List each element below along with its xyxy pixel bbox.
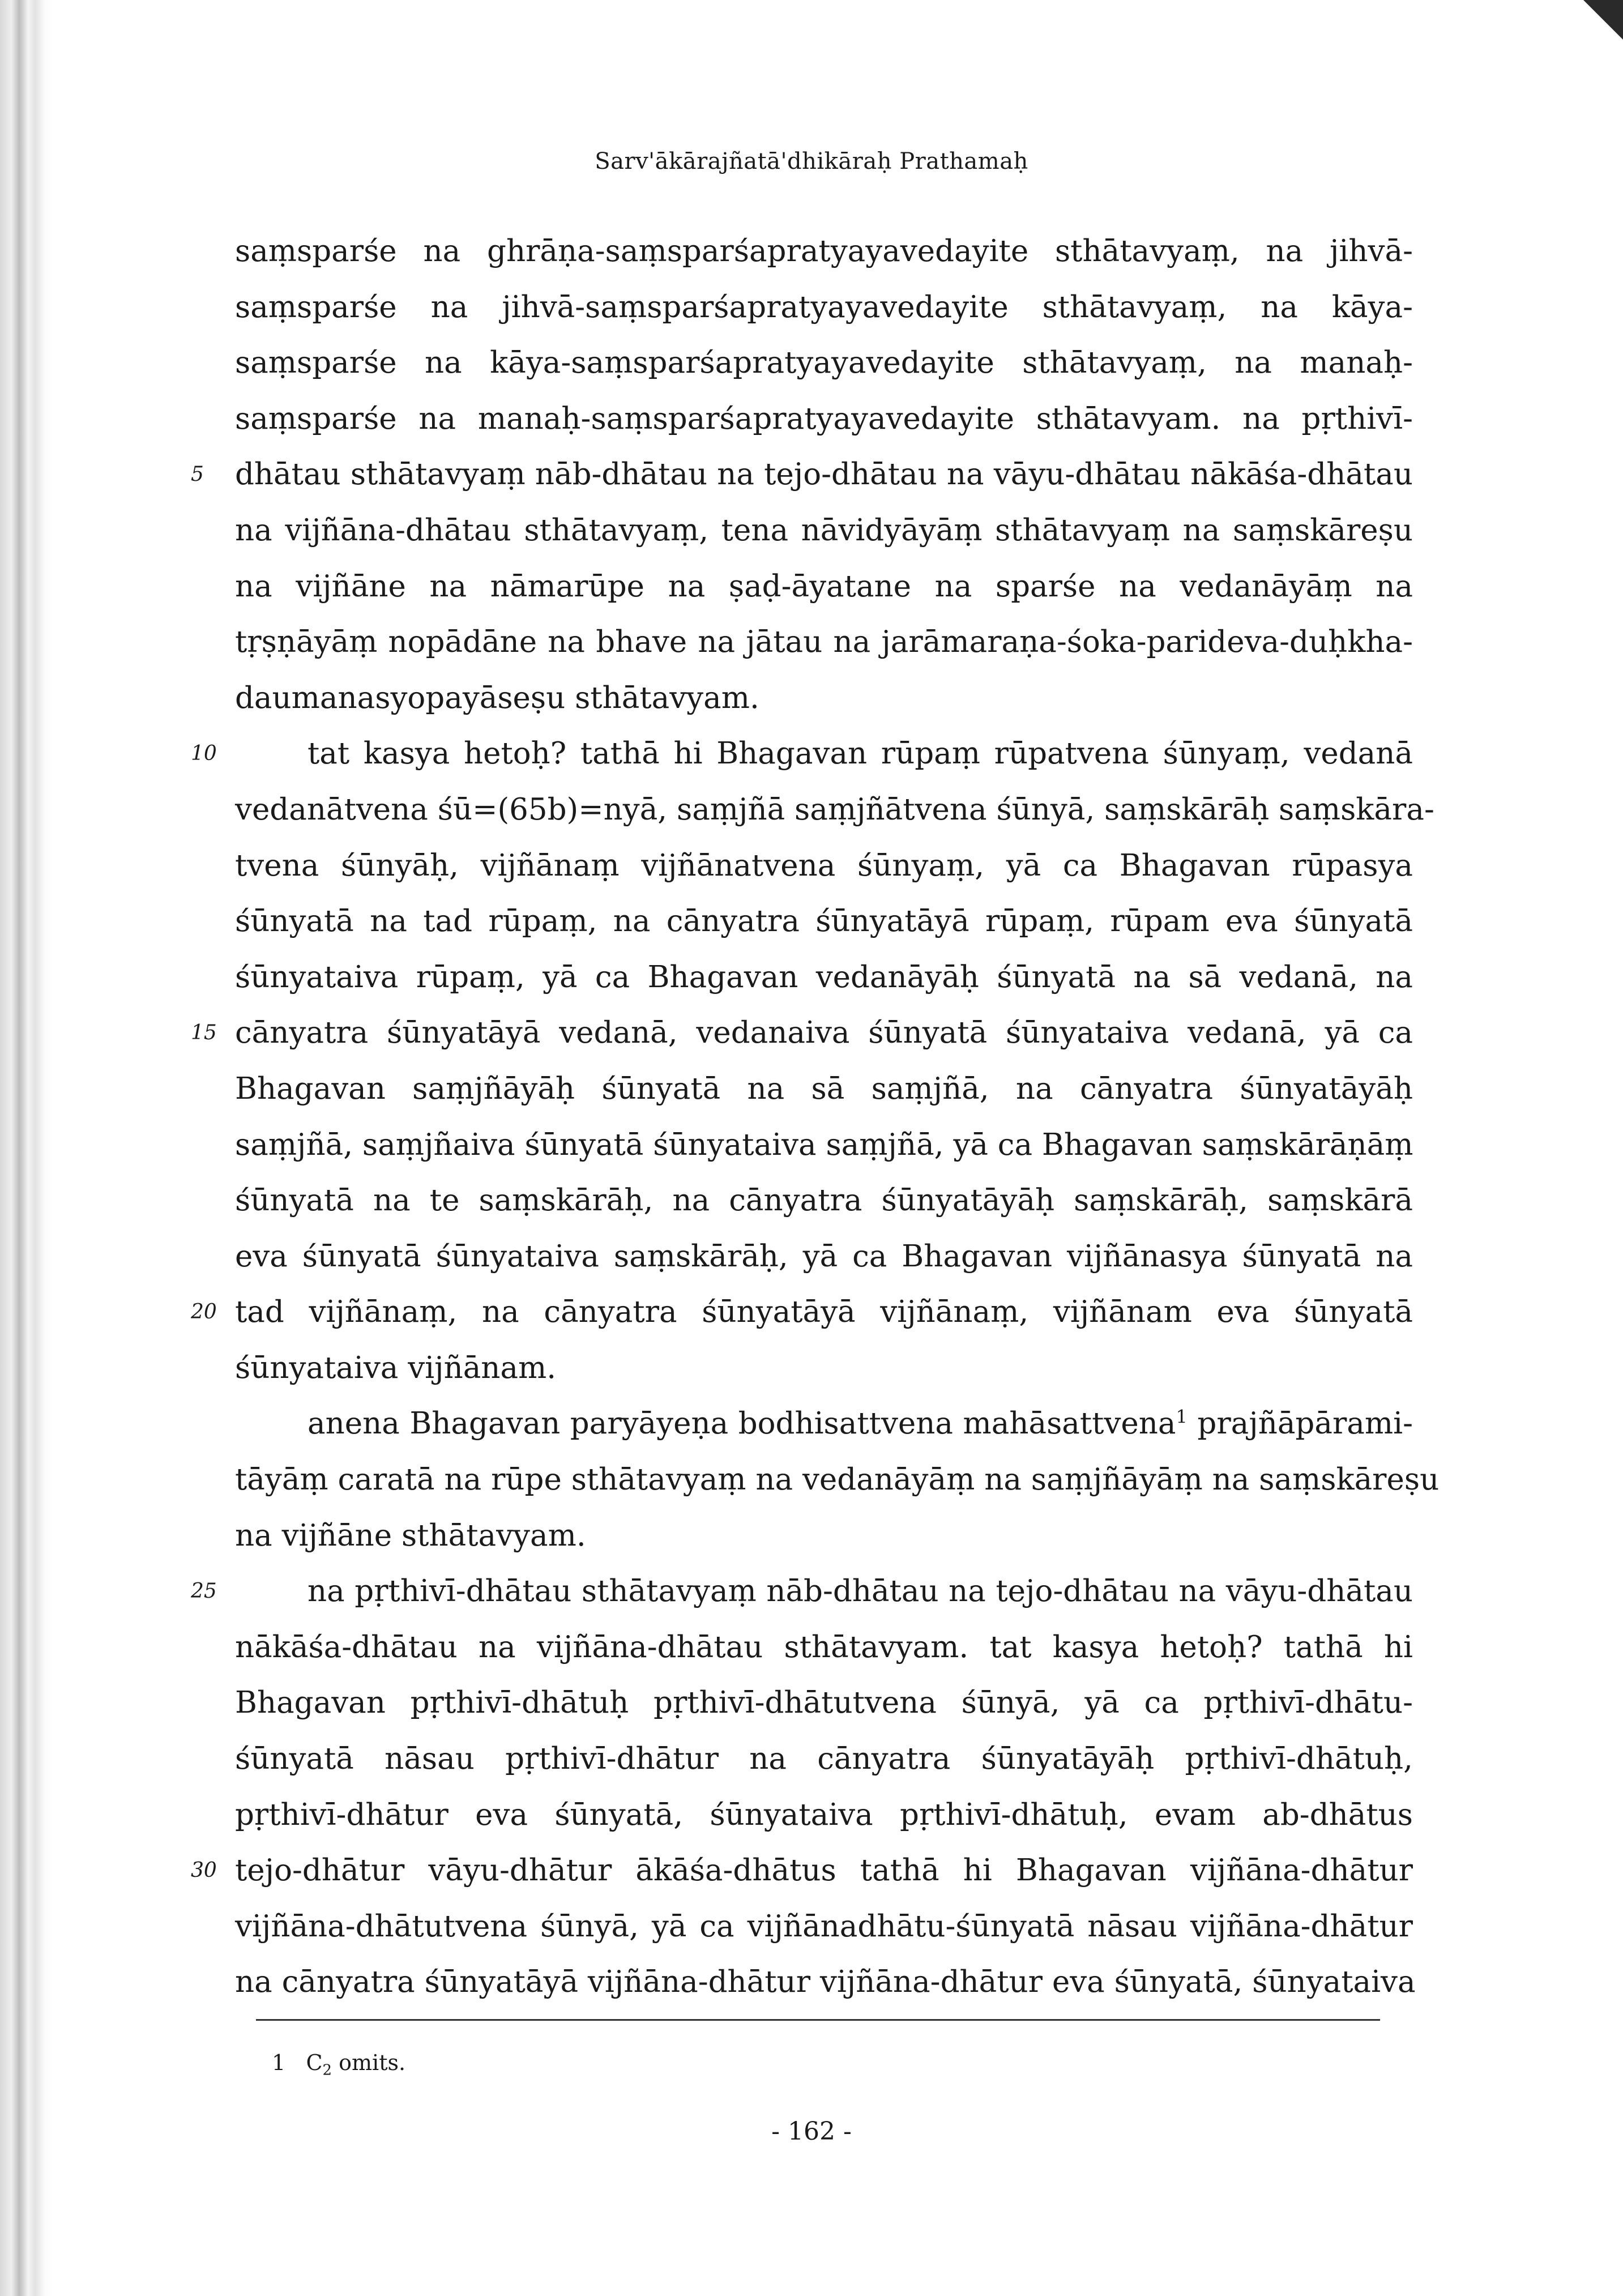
line-text: na pṛthivī-dhātau sthātavyaṃ nāb-dhātau na tejo-dhātau na vāyu-dhātau	[307, 1574, 1413, 1609]
line-text: tāyāṃ caratā na rūpe sthātavyaṃ na vedanāyāṃ na saṃjñāyāṃ na saṃskāreṣu	[235, 1462, 1440, 1497]
line-text: na vijñāne na nāmarūpe na ṣaḍ-āyatane na sparśe na vedanāyāṃ na	[235, 569, 1413, 604]
line-text: śūnyatā na tad rūpaṃ, na cānyatra śūnyatāyā rūpaṃ, rūpam eva śūnyatā	[235, 904, 1413, 939]
text-line	[235, 1508, 1413, 1564]
text-line	[235, 1341, 1413, 1397]
footnote-subscript: 2	[322, 2062, 332, 2079]
running-head: Sarv'ākārajñatā'dhikāraḥ Prathamaḥ	[595, 148, 1028, 174]
text-line	[235, 224, 1413, 280]
text-line	[235, 1731, 1413, 1787]
line-number: 15	[191, 1021, 217, 1045]
text-line	[235, 1117, 1413, 1173]
text-line	[235, 559, 1413, 615]
text-line	[235, 950, 1413, 1006]
text-line	[235, 838, 1413, 894]
text-line	[235, 1954, 1416, 2011]
text-line	[235, 391, 1413, 447]
line-text: na cānyatra śūnyatāyā vijñāna-dhātur vijñāna-dhātur eva śūnyatā, śūnyataiva	[235, 1965, 1416, 2000]
page-number: - 162 -	[771, 2117, 852, 2146]
line-text: daumanasyopayāseṣu sthātavyam.	[235, 680, 759, 715]
footnote-rule	[256, 2019, 1380, 2021]
footnote-text: omits.	[332, 2050, 406, 2075]
text-line	[191, 1564, 1413, 1620]
line-text: eva śūnyatā śūnyataiva saṃskārāḥ, yā ca Bhagavan vijñānasya śūnyatā na	[235, 1239, 1413, 1274]
line-text: na vijñāna-dhātau sthātavyaṃ, tena nāvidyāyāṃ sthātavyaṃ na saṃskāreṣu	[235, 513, 1413, 548]
footnote-reference: 1	[1176, 1406, 1188, 1428]
line-number: 30	[191, 1859, 217, 1883]
text-line	[235, 503, 1413, 559]
line-text: tvena śūnyāḥ, vijñānaṃ vijñānatvena śūnyaṃ, yā ca Bhagavan rūpasya	[235, 848, 1413, 883]
text-line	[235, 782, 1434, 838]
line-text: cānyatra śūnyatāyā vedanā, vedanaiva śūnyatā śūnyataiva vedanā, yā ca	[235, 1015, 1413, 1051]
line-text: śūnyatā nāsau pṛthivī-dhātur na cānyatra śūnyatāyāḥ pṛthivī-dhātuḥ,	[235, 1742, 1413, 1777]
line-text: vedanātvena śū=(65b)=nyā, saṃjñā saṃjñātvena śūnyā, saṃskārāḥ saṃskāra-	[235, 792, 1434, 827]
text-line	[235, 1396, 1413, 1452]
line-text: na vijñāne sthātavyam.	[235, 1518, 586, 1553]
text-line	[235, 1061, 1413, 1117]
line-text: śūnyataiva vijñānam.	[235, 1350, 557, 1385]
line-text: nākāśa-dhātau na vijñāna-dhātau sthātavyam. tat kasya hetoḥ? tathā hi	[235, 1629, 1413, 1665]
line-text: Bhagavan pṛthivī-dhātuḥ pṛthivī-dhātutvena śūnyā, yā ca pṛthivī-dhātu-	[235, 1685, 1413, 1721]
line-text: dhātau sthātavyaṃ nāb-dhātau na tejo-dhātau na vāyu-dhātau nākāśa-dhātau	[235, 457, 1413, 492]
text-line	[235, 1452, 1440, 1508]
line-text: saṃsparśe na manaḥ-saṃsparśapratyayavedayite sthātavyam. na pṛthivī-	[235, 401, 1413, 436]
line-number: 5	[191, 463, 204, 486]
scan-corner-mark	[1583, 0, 1623, 40]
text-line	[235, 1675, 1413, 1731]
line-text: prajñāpārami-	[1187, 1406, 1413, 1441]
line-text: tad vijñānaṃ, na cānyatra śūnyatāyā vijñānaṃ, vijñānam eva śūnyatā	[235, 1295, 1413, 1330]
text-line	[235, 1229, 1413, 1285]
text-line	[191, 726, 1413, 782]
line-text: tejo-dhātur vāyu-dhātur ākāśa-dhātus tathā hi Bhagavan vijñāna-dhātur	[235, 1853, 1413, 1888]
text-line	[191, 1284, 1413, 1341]
line-number: 20	[191, 1300, 217, 1324]
text-line	[235, 280, 1413, 336]
line-text: pṛthivī-dhātur eva śūnyatā, śūnyataiva pṛthivī-dhātuḥ, evam ab-dhātus	[235, 1797, 1413, 1832]
line-text: saṃsparśe na jihvā-saṃsparśapratyayavedayite sthātavyaṃ, na kāya-	[235, 289, 1413, 325]
line-text: tṛṣṇāyāṃ nopādāne na bhave na jātau na jarāmaraṇa-śoka-parideva-duḥkha-	[235, 625, 1413, 660]
text-line	[191, 1005, 1413, 1061]
line-text: vijñāna-dhātutvena śūnyā, yā ca vijñānadhātu-śūnyatā nāsau vijñāna-dhātur	[235, 1909, 1413, 1944]
footnote	[272, 2050, 406, 2079]
text-line	[235, 671, 1413, 727]
line-number: 10	[191, 742, 217, 766]
line-text: saṃsparśe na kāya-saṃsparśapratyayavedayite sthātavyaṃ, na manaḥ-	[235, 345, 1413, 381]
line-text: saṃjñā, saṃjñaiva śūnyatā śūnyataiva saṃjñā, yā ca Bhagavan saṃskārāṇāṃ	[235, 1127, 1413, 1162]
footnote-text: C	[306, 2050, 323, 2075]
footnote-number: 1	[272, 2050, 286, 2075]
text-line	[191, 447, 1413, 503]
line-text: anena Bhagavan paryāyeṇa bodhisattvena mahāsattvena	[307, 1406, 1176, 1441]
text-line	[235, 614, 1413, 671]
text-line	[191, 1843, 1413, 1899]
text-line	[235, 335, 1413, 391]
text-line	[235, 1899, 1413, 1955]
text-line	[235, 1173, 1413, 1229]
scan-binding-shadow	[0, 0, 52, 2296]
text-line	[235, 894, 1413, 950]
text-line	[235, 1620, 1413, 1676]
line-text: tat kasya hetoḥ? tathā hi Bhagavan rūpaṃ rūpatvena śūnyaṃ, vedanā	[307, 736, 1413, 771]
line-text: Bhagavan saṃjñāyāḥ śūnyatā na sā saṃjñā, na cānyatra śūnyatāyāḥ	[235, 1071, 1413, 1106]
line-number: 25	[191, 1580, 217, 1603]
text-line	[235, 1787, 1413, 1843]
line-text: śūnyatā na te saṃskārāḥ, na cānyatra śūnyatāyāḥ saṃskārāḥ, saṃskārā	[235, 1183, 1413, 1218]
main-text	[191, 224, 1440, 2011]
line-text: śūnyataiva rūpaṃ, yā ca Bhagavan vedanāyāḥ śūnyatā na sā vedanā, na	[235, 959, 1413, 995]
line-text: saṃsparśe na ghrāṇa-saṃsparśapratyayavedayite sthātavyaṃ, na jihvā-	[235, 234, 1413, 268]
